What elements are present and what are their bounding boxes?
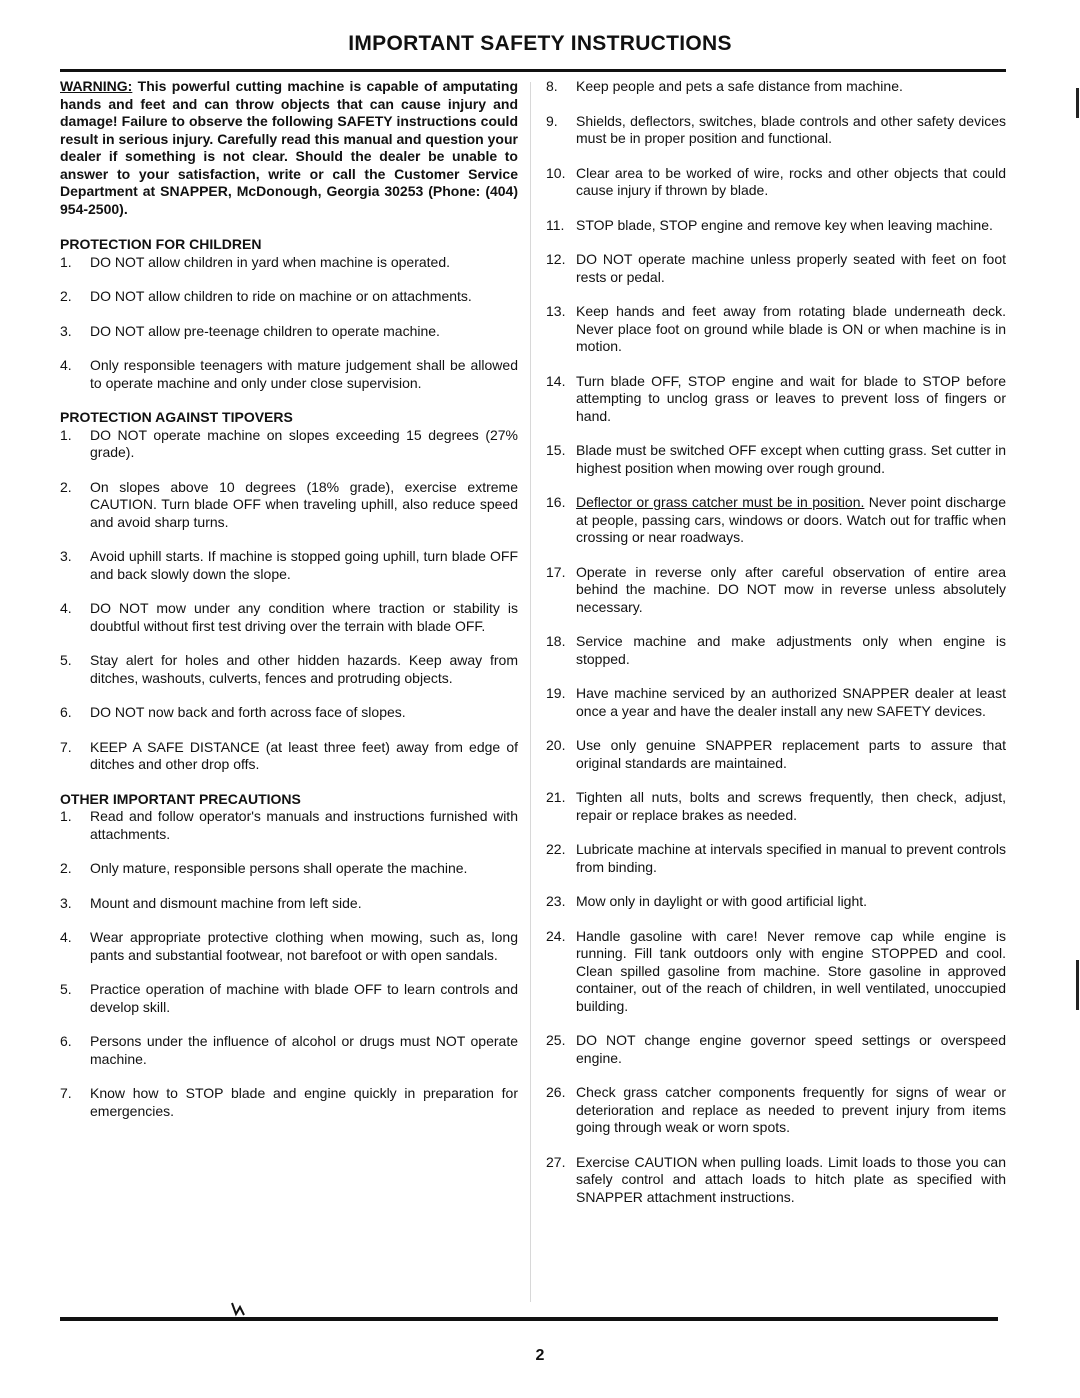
item-number: 4. — [60, 600, 72, 616]
warning-text: This powerful cutting machine is capable of amputating hands and feet and can throw objects that can cause injury and damage! Failure to observe the following SAFETY instructions could result in serious injury. Carefully read this manual and question your dealer if something is not clear. Should the dealer be unable to answer to your satisfaction, write or call the Customer Service Department at SNAPPER, McDonough, Georgia 30253 (Phone: (404) 954-2500). — [60, 78, 519, 217]
list-item — [546, 1084, 1006, 1137]
item-text: Handle gasoline with care! Never remove cap while engine is running. Fill tank outdoors only with engine STOPPED and cool. Clean spilled gasoline from machine. Store gasoline in approved container, out of the reach of children, in well ventilated, unoccupied building. — [576, 927, 1006, 1014]
item-text-rest: Never point discharge at people, passing cars, windows or doors. Watch out for traffic when crossing or near roadways. — [576, 494, 1007, 545]
item-text: Practice operation of machine with blade OFF to learn controls and develop skill. — [90, 981, 518, 1015]
list-item — [546, 1154, 1006, 1207]
list-item — [546, 165, 1006, 200]
item-number: 18. — [546, 633, 566, 649]
section-heading-children: PROTECTION FOR CHILDREN — [60, 236, 262, 252]
column-divider — [530, 82, 531, 1302]
list-item — [546, 303, 1006, 356]
item-number: 23. — [546, 893, 566, 909]
item-text: DO NOT allow children in yard when machine is operated. — [90, 253, 451, 270]
item-number: 2. — [60, 478, 72, 495]
item-number: 6. — [60, 704, 72, 720]
list-item — [60, 808, 518, 843]
item-number: 1. — [60, 808, 72, 824]
item-text: Tighten all nuts, bolts and screws frequently, then check, adjust, repair or replace brakes as needed. — [576, 789, 1006, 823]
underlined-phrase: Deflector or grass catcher must be in position. — [576, 494, 865, 510]
item-text: Know how to STOP blade and engine quickly in preparation for emergencies. — [90, 1085, 518, 1119]
page-number: 2 — [535, 1347, 545, 1364]
bottom-rule — [60, 1317, 998, 1321]
item-text: Service machine and make adjustments only when engine is stopped. — [576, 633, 1006, 667]
section-heading-tipovers: PROTECTION AGAINST TIPOVERS — [60, 409, 293, 425]
list-item — [60, 739, 518, 774]
item-number: 26. — [546, 1084, 566, 1100]
list-item — [546, 841, 1006, 876]
item-text: DO NOT now back and forth across face of slopes. — [90, 704, 406, 720]
item-text: Exercise CAUTION when pulling loads. Limit loads to those you can safely control and attach loads to hitch plate as specified with SNAPPER attachment instructions. — [576, 1153, 1006, 1205]
list-item — [546, 737, 1006, 772]
item-number: 2. — [60, 860, 72, 876]
scan-edge-mark — [1076, 88, 1079, 118]
item-number: 12. — [546, 251, 566, 267]
list-item — [546, 373, 1006, 426]
item-text: Stay alert for holes and other hidden hazards. Keep away from ditches, washouts, culverts, fences and protruding objects. — [90, 652, 518, 686]
list-item — [546, 442, 1006, 477]
item-number: 1. — [60, 253, 72, 270]
item-text: STOP blade, STOP engine and remove key when leaving machine. — [576, 216, 993, 233]
list-item — [546, 928, 1006, 1016]
section-heading-precautions: OTHER IMPORTANT PRECAUTIONS — [60, 790, 301, 807]
list-item — [60, 357, 518, 392]
item-number: 20. — [546, 737, 566, 753]
item-text: Mount and dismount machine from left side. — [90, 894, 362, 911]
item-text: DO NOT operate machine on slopes exceeding 15 degrees (27% grade). — [90, 426, 518, 460]
list-item — [60, 288, 518, 306]
item-text: Keep hands and feet away from rotating blade underneath deck. Never place foot on ground while blade is ON or when machine is in motion. — [576, 303, 1006, 354]
list-item — [60, 860, 518, 878]
item-number: 3. — [60, 548, 72, 564]
scan-artifact-mark — [230, 1301, 250, 1317]
right-column — [546, 78, 1006, 1223]
item-number: 11. — [546, 216, 565, 233]
list-item — [546, 633, 1006, 668]
list-item — [60, 929, 518, 964]
list-item — [546, 78, 1006, 96]
item-number: 19. — [546, 685, 566, 701]
item-text: Lubricate machine at intervals specified in manual to prevent controls from binding. — [576, 841, 1006, 875]
item-number: 13. — [546, 303, 566, 319]
item-text: Check grass catcher components frequently for signs of wear or deterioration and replace as needed to prevent injury from items going through weak or worn spots. — [576, 1084, 1006, 1135]
item-number: 3. — [60, 322, 72, 339]
top-rule — [60, 69, 1006, 72]
item-text: Blade must be switched OFF except when cutting grass. Set cutter in highest position when mowing over rough ground. — [576, 442, 1006, 476]
item-text: Only responsible teenagers with mature judgement shall be allowed to operate machine and only under close supervision. — [90, 357, 518, 391]
item-text: Shields, deflectors, switches, blade controls and other safety devices must be in proper position and functional. — [576, 112, 1006, 146]
item-number: 27. — [546, 1153, 566, 1170]
item-number: 5. — [60, 652, 72, 668]
item-number: 22. — [546, 841, 566, 857]
item-number: 25. — [546, 1032, 566, 1048]
left-column — [60, 78, 518, 1137]
item-number: 4. — [60, 357, 72, 373]
warning-paragraph — [60, 78, 518, 218]
item-number: 5. — [60, 981, 72, 997]
item-number: 10. — [546, 164, 566, 181]
list-item — [546, 789, 1006, 824]
item-text: Mow only in daylight or with good artificial light. — [576, 893, 868, 909]
list-item — [546, 113, 1006, 148]
list-item — [546, 893, 1006, 911]
item-text: Avoid uphill starts. If machine is stopped going uphill, turn blade OFF and back slowly down the slope. — [90, 548, 518, 582]
item-text: DO NOT allow children to ride on machine or on attachments. — [90, 288, 472, 304]
item-text: DO NOT allow pre-teenage children to operate machine. — [90, 322, 440, 339]
list-item — [546, 494, 1006, 547]
list-item — [60, 548, 518, 583]
list-item — [546, 685, 1006, 720]
list-item — [60, 704, 518, 722]
item-number: 3. — [60, 894, 72, 911]
item-number: 7. — [60, 1085, 72, 1101]
item-number: 8. — [546, 78, 558, 94]
item-number: 2. — [60, 288, 72, 304]
warning-label: WARNING: — [60, 78, 133, 94]
page-title: IMPORTANT SAFETY INSTRUCTIONS — [348, 32, 732, 55]
list-item — [546, 217, 1006, 235]
item-text: Use only genuine SNAPPER replacement parts to assure that original standards are maintained. — [576, 737, 1006, 771]
item-number: 9. — [546, 112, 558, 129]
list-item — [60, 323, 518, 341]
item-text: Have machine serviced by an authorized SNAPPER dealer at least once a year and have the dealer install any new SAFETY devices. — [576, 685, 1006, 719]
list-item — [546, 564, 1006, 617]
item-text: DO NOT change engine governor speed settings or overspeed engine. — [576, 1032, 1006, 1066]
item-number: 6. — [60, 1033, 72, 1049]
list-item — [60, 427, 518, 462]
item-text: Turn blade OFF, STOP engine and wait for blade to STOP before attempting to unclog grass or leaves to prevent loss of fingers or hand. — [576, 372, 1006, 424]
item-text: KEEP A SAFE DISTANCE (at least three feet) away from edge of ditches and other drop offs. — [90, 738, 518, 772]
item-number: 4. — [60, 929, 72, 945]
item-number: 21. — [546, 789, 566, 805]
item-text: Keep people and pets a safe distance from machine. — [576, 78, 903, 94]
item-text — [576, 494, 1006, 547]
list-item — [60, 600, 518, 635]
item-text: Only mature, responsible persons shall operate the machine. — [90, 860, 468, 876]
list-item — [60, 895, 518, 913]
item-text: DO NOT operate machine unless properly seated with feet on foot rests or pedal. — [576, 251, 1006, 285]
item-number: 14. — [546, 372, 566, 389]
item-number: 7. — [60, 738, 72, 755]
item-number: 17. — [546, 563, 566, 580]
list-item — [546, 251, 1006, 286]
item-number: 16. — [546, 494, 566, 510]
list-item — [60, 652, 518, 687]
item-text: Wear appropriate protective clothing when mowing, such as, long pants and substantial footwear, not barefoot or with open sandals. — [90, 929, 518, 963]
list-item — [60, 1085, 518, 1120]
item-text: Operate in reverse only after careful observation of entire area behind the machine. DO NOT mow in reverse unless absolutely necessary. — [576, 563, 1006, 615]
item-number: 24. — [546, 927, 566, 944]
item-text: Read and follow operator's manuals and instructions furnished with attachments. — [90, 808, 518, 842]
item-number: 1. — [60, 426, 72, 443]
scan-edge-mark — [1076, 960, 1079, 1010]
list-item — [60, 479, 518, 532]
item-text: Clear area to be worked of wire, rocks and other objects that could cause injury if thrown by blade. — [576, 164, 1006, 198]
item-text: DO NOT mow under any condition where traction or stability is doubtful without first test driving over the terrain with blade OFF. — [90, 600, 518, 634]
list-item — [60, 254, 518, 272]
item-text: Persons under the influence of alcohol or drugs must NOT operate machine. — [90, 1033, 518, 1067]
item-text: On slopes above 10 degrees (18% grade), exercise extreme CAUTION. Turn blade OFF when traveling uphill, also reduce speed and avoid sharp turns. — [90, 478, 518, 530]
list-item — [60, 981, 518, 1016]
item-number: 15. — [546, 442, 566, 458]
list-item — [546, 1032, 1006, 1067]
list-item — [60, 1033, 518, 1068]
